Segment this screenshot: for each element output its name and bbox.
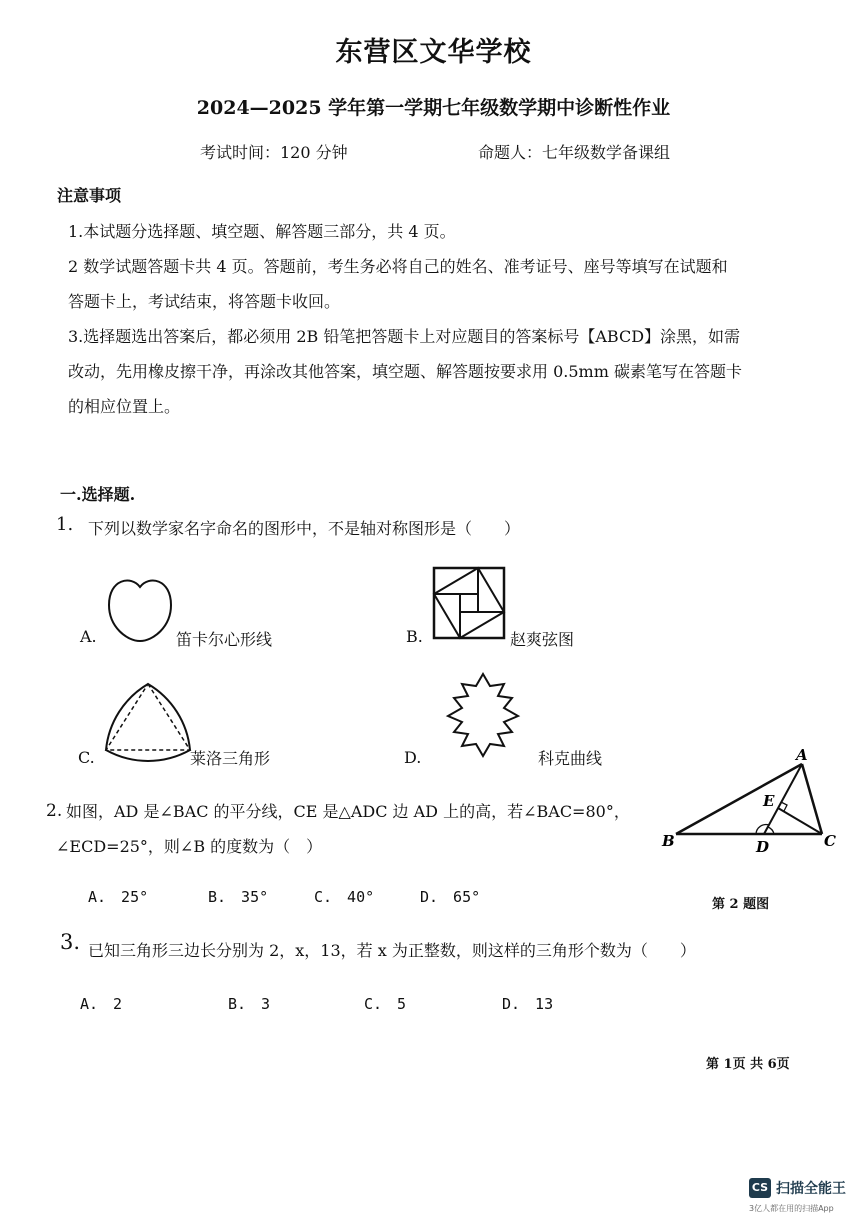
notes-line: 3.选择题选出答案后，都必须用 2B 铅笔把答题卡上对应题目的答案标号【ABCD】涂黑，如需: [68, 327, 741, 346]
q2-text-line2: ∠ECD=25°，则∠B 的度数为（ ）: [56, 837, 323, 856]
camscanner-logo: CS: [749, 1178, 771, 1198]
q3-option-d: D. 13: [502, 995, 554, 1013]
q2-option-a: A. 25°: [88, 888, 149, 906]
q1-option-d-label: 科克曲线: [538, 749, 603, 768]
q2-option-d: D. 65°: [420, 888, 481, 906]
exam-author: 命题人：七年级数学备课组: [478, 143, 671, 162]
notes-line: 1.本试题分选择题、填空题、解答题三部分，共 4 页。: [68, 222, 456, 241]
q2-number: 2.: [46, 801, 63, 821]
q2-option-b: B. 35°: [208, 888, 269, 906]
watermark-brand: 扫描全能王: [776, 1181, 846, 1197]
notes-line: 答题卡上，考试结束，将答题卡收回。: [68, 292, 341, 311]
notes-title: 注意事项: [57, 186, 122, 205]
notes-line: 改动，先用橡皮擦干净，再涂改其他答案，填空题、解答题按要求用 0.5mm 碳素笔写在答题卡: [68, 362, 742, 381]
q1-option-b-label: 赵爽弦图: [510, 630, 575, 649]
q3-number: 3.: [60, 930, 81, 954]
q1-option-a-letter: A.: [80, 627, 97, 646]
q2-option-c: C. 40°: [314, 888, 375, 906]
q2-triangle-figure: [660, 746, 840, 860]
q3-text: 已知三角形三边长分别为 2，x，13，若 x 为正整数，则这样的三角形个数为（ ）: [88, 941, 696, 960]
q2-figure-caption: 第 2 题图: [712, 897, 770, 912]
q3-option-b: B. 3: [228, 995, 271, 1013]
q3-option-c: C. 5: [364, 995, 407, 1013]
koch-curve-figure: [432, 670, 534, 760]
q1-option-c-letter: C.: [78, 748, 95, 767]
school-name: 东营区文华学校: [335, 37, 532, 68]
point-b-label: B: [662, 832, 675, 850]
q3-option-a: A. 2: [80, 995, 123, 1013]
cardioid-figure: [105, 575, 175, 645]
point-c-label: C: [824, 832, 836, 850]
exam-time: 考试时间：120 分钟: [200, 143, 348, 162]
notes-line: 2 数学试题答题卡共 4 页。答题前，考生务必将自己的姓名、准考证号、座号等填写在试题和: [68, 257, 728, 276]
q1-option-d-letter: D.: [404, 748, 422, 767]
watermark-tagline: 3亿人都在用的扫描App: [749, 1204, 834, 1213]
q1-option-b-letter: B.: [406, 627, 423, 646]
notes-block: [68, 214, 742, 424]
q1-option-c-label: 莱洛三角形: [190, 749, 271, 768]
section-title: 一.选择题.: [60, 485, 136, 504]
notes-line: 的相应位置上。: [68, 397, 181, 416]
q2-text-line1: 如图，AD 是∠BAC 的平分线，CE 是△ADC 边 AD 上的高，若∠BAC=80°，: [66, 802, 630, 821]
point-e-label: E: [763, 792, 775, 810]
q1-option-a-label: 笛卡尔心形线: [176, 630, 273, 649]
q1-text: 下列以数学家名字命名的图形中，不是轴对称图形是（ ）: [88, 519, 521, 538]
q1-number: 1.: [56, 514, 74, 535]
point-d-label: D: [756, 838, 770, 856]
zhao-shuang-figure: [433, 567, 505, 639]
exam-title: 2024—2025 学年第一学期七年级数学期中诊断性作业: [196, 97, 671, 119]
point-a-label: A: [796, 746, 808, 764]
reuleaux-triangle-figure: [102, 680, 194, 758]
page-number: 第 1页 共 6页: [706, 1057, 790, 1072]
